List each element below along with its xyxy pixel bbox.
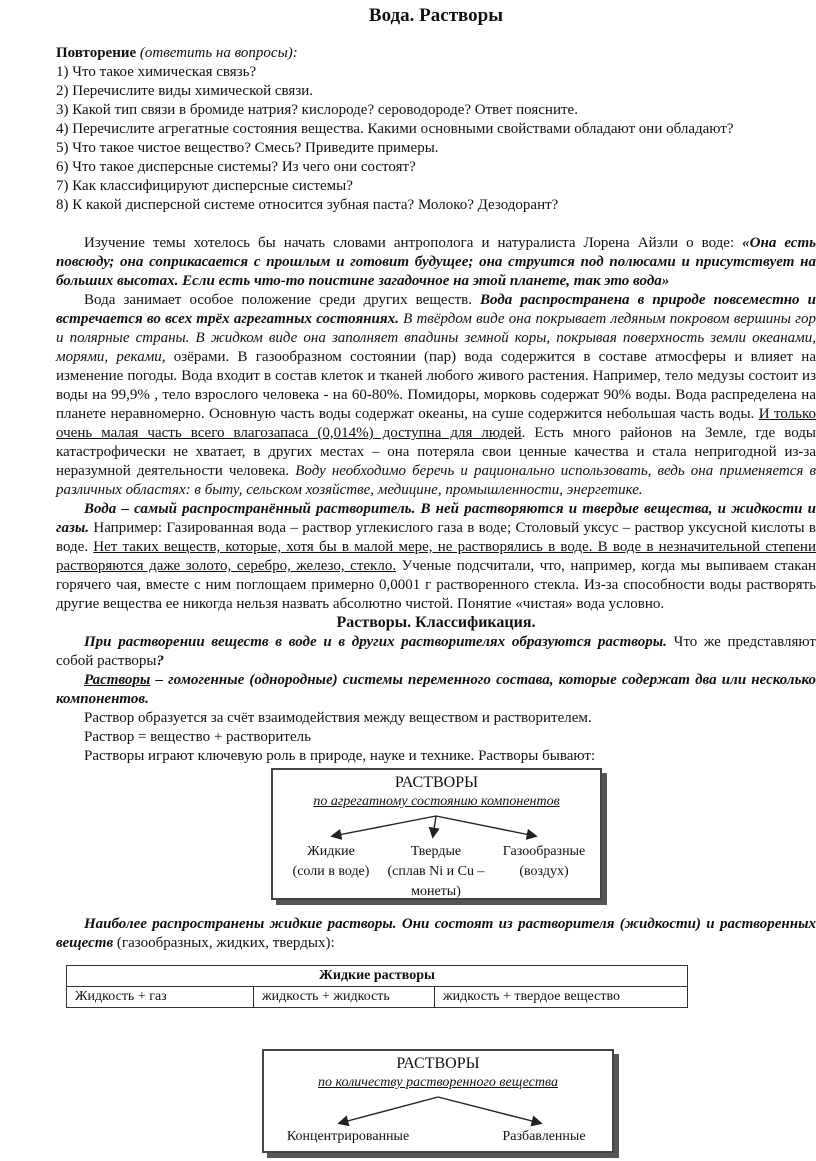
water-text-2: озёрами. В газообразном состоянии (пар) вода содержится в составе атмосферы и влияет на изменение погоды. Вода входит в состав клеток и тканей любого живого растения. Например, тело медузы состоит из воды на 99,9% , тело взрослого человека - на 60-80%. Помидоры, морковь содержат 90% воды. Вода распределена на планете неравномерно. Основную часть воды содержат океаны, на суше содержится небольшая часть воды. — [56, 349, 816, 422]
table-cell: Жидкость + газ — [67, 987, 254, 1008]
arrow-right — [436, 816, 535, 836]
water-underlined: И только очень малая часть всего влагозапаса (0,014%) доступна для людей — [56, 406, 816, 441]
item-name: Твердые — [410, 844, 462, 859]
solutions-intro-text: Что же представляют собой растворы — [56, 634, 816, 669]
formula-line: Раствор = вещество + растворитель — [84, 729, 311, 745]
solutions-intro-bold: При растворении веществ в воде и в других растворителях образуются растворы. — [84, 634, 667, 650]
item-detail: (воздух) — [519, 864, 569, 879]
review-label: Повторение — [56, 45, 137, 61]
diagram-by-amount — [262, 1049, 614, 1153]
diagram-title: РАСТВОРЫ — [394, 774, 479, 791]
solutions-intro-paragraph — [56, 633, 816, 671]
formation-line: Раствор образуется за счёт взаимодействия между веществом и растворителем. — [84, 710, 592, 726]
diagram-subtitle: по количеству растворенного вещества — [318, 1075, 558, 1090]
table-cell: жидкость + твердое вещество — [435, 987, 688, 1008]
item-name: Газообразные — [502, 844, 586, 859]
review-heading — [56, 44, 298, 63]
review-question: 3) Какой тип связи в бромиде натрия? кислороде? сероводороде? Ответ поясните. — [56, 102, 578, 118]
liquid-text: (газообразных, жидких, твердых): — [113, 935, 335, 951]
item-name: Жидкие — [307, 844, 355, 859]
diagram-item-solid — [377, 842, 495, 902]
definition-text: – гомогенные (однородные) системы переменного состава, которые содержат два или несколько компонентов. — [56, 672, 816, 707]
table-cell: жидкость + жидкость — [254, 987, 435, 1008]
section-heading: Растворы. Классификация. — [336, 614, 536, 631]
table-header-row — [67, 966, 688, 987]
solvent-underlined: Нет таких веществ, которые, хотя бы в малой мере, не растворялись в воде. В воде в незначительной степени растворяются даже золото, серебро, железо, стекло. — [56, 539, 816, 574]
diagram-title: РАСТВОРЫ — [396, 1055, 480, 1072]
arrow-left — [333, 816, 436, 836]
definition-term: Растворы — [84, 672, 151, 688]
definition-paragraph — [56, 671, 816, 709]
review-question: 8) К какой дисперсной системе относится зубная паста? Молоко? Дезодорант? — [56, 197, 559, 213]
diagram-item-concentrated: Концентрированные — [286, 1129, 410, 1144]
solvent-paragraph — [56, 500, 816, 614]
solutions-intro-mark: ? — [156, 653, 164, 669]
review-question: 2) Перечислите виды химической связи. — [56, 83, 314, 99]
intro-paragraph — [56, 234, 816, 291]
water-italic-1: В твёрдом виде она покрывает ледяным покровом вершины гор и полярные страны. В жидком виде она заполняет впадины земной коры, покрывая поверхность земли океанами, морями, реками, — [56, 311, 816, 365]
item-detail: монеты) — [411, 884, 461, 899]
liquid-bold: Наиболее распространены жидкие растворы. Они состоят из растворителя (жидкости) и растворенных веществ — [56, 916, 816, 951]
water-paragraph — [56, 291, 816, 500]
types-line: Растворы играют ключевую роль в природе, науке и технике. Растворы бывают: — [84, 748, 596, 764]
diagram-by-aggregate-state — [271, 768, 602, 900]
solvent-bold: Вода – самый распространённый растворитель. В ней растворяются и твердые вещества, и жидкости и газы. — [56, 501, 816, 536]
arrow-left — [340, 1097, 438, 1123]
diagram-item-gas — [489, 842, 599, 882]
review-question-list — [56, 63, 816, 215]
table-row — [67, 987, 688, 1008]
item-detail: (сплав Ni и Cu – — [387, 864, 485, 879]
intro-quote: «Она есть повсюду; она соприкасается с прошлым и готовит будущее; она струится под полюсами и присутствует на больших высотах. Если есть что-то поистине загадочное на этой планете, так это вода» — [56, 235, 816, 289]
review-question: 4) Перечислите агрегатные состояния вещества. Какими основными свойствами обладают они обладают? — [56, 121, 734, 137]
liquid-paragraph — [56, 915, 816, 953]
diagram-item-liquid — [275, 842, 387, 882]
solvent-text-1: Например: Газированная вода – раствор углекислого газа в воде; Столовый уксус – раствор уксусной кислоты в воде. — [56, 520, 816, 555]
water-italic-2: Воду необходимо беречь и рационально использовать, ведь она применяется в различных областях: в быту, сельском хозяйстве, медицине, промышленности, энергетике. — [56, 463, 816, 498]
water-text-3: . Есть много районов на Земле, где воды катастрофически не хватает, в других местах – она потеряла свои ценные качества и стала непригодной из-за неразумной деятельности человека. — [56, 425, 816, 479]
review-question: 5) Что такое чистое вещество? Смесь? Приведите примеры. — [56, 140, 439, 156]
table-header: Жидкие растворы — [67, 966, 688, 987]
item-detail: (соли в воде) — [292, 864, 370, 879]
review-question: 7) Как классифицируют дисперсные системы? — [56, 178, 353, 194]
water-text-1: Вода занимает особое положение среди других веществ. — [84, 292, 481, 308]
review-question: 6) Что такое дисперсные системы? Из чего они состоят? — [56, 159, 416, 175]
arrow-middle — [433, 816, 436, 836]
solvent-text-2: Ученые подсчитали, что, например, когда мы выпиваем стакан горячего чая, вместе с ним поглощаем примерно 0,0001 г растворенного стекла. Из-за способности воды растворять другие вещества ее никогда нельзя назвать абсолютно чистой. Понятие «чистая» вода условно. — [56, 558, 816, 612]
diagram-item-diluted: Разбавленные — [502, 1129, 586, 1144]
page-title: Вода. Растворы — [368, 5, 504, 26]
diagram-subtitle: по агрегатному состоянию компонентов — [313, 794, 560, 809]
review-note: (ответить на вопросы): — [139, 45, 298, 61]
liquid-solutions-table — [66, 965, 688, 1008]
arrow-right — [438, 1097, 540, 1123]
water-bold-1: Вода распространена в природе повсеместно и встречается во всех трёх агрегатных состояниях. — [56, 292, 816, 327]
intro-text: Изучение темы хотелось бы начать словами антрополога и натуралиста Лорена Айзли о воде: — [84, 235, 743, 251]
review-question: 1) Что такое химическая связь? — [56, 64, 257, 80]
